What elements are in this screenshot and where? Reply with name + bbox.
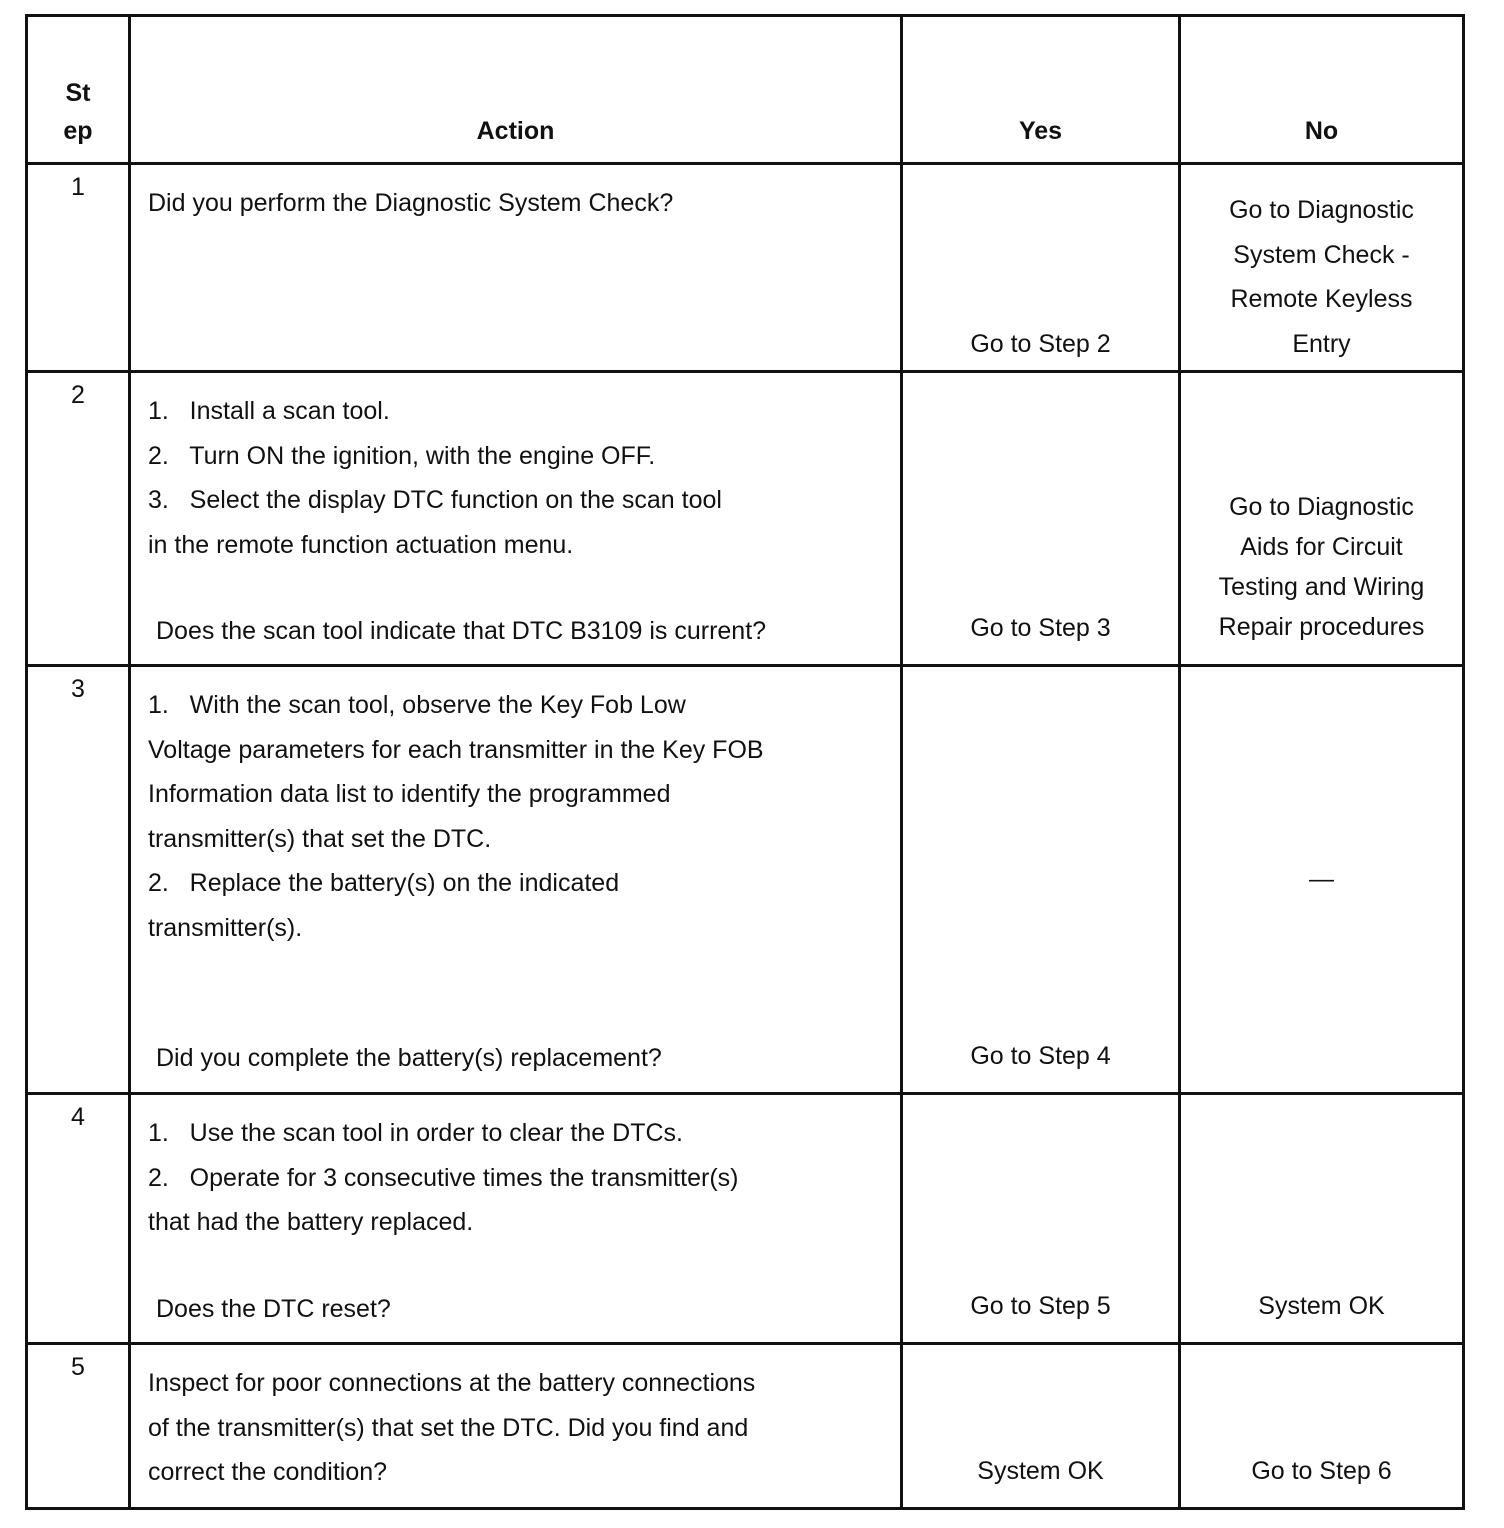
action-line: in the remote function actuation menu. <box>148 530 574 559</box>
table-row <box>27 1344 1464 1509</box>
yes-cell: Go to Step 2 <box>902 164 1180 372</box>
action-line: Inspect for poor connections at the battery connections <box>148 1369 756 1397</box>
header-action: Action <box>130 16 902 164</box>
action-cell <box>130 164 902 372</box>
action-line: Voltage parameters for each transmitter in the Key FOB <box>148 735 764 764</box>
table-row <box>27 666 1464 1094</box>
action-line: 1. With the scan tool, observe the Key Fob Low <box>148 691 686 719</box>
action-cell <box>130 1094 902 1344</box>
action-line: correct the condition? <box>148 1458 388 1486</box>
action-line: 1. Install a scan tool. <box>148 397 390 425</box>
action-question: Does the scan tool indicate that DTC B3109 is current? <box>156 617 767 645</box>
step-number: 4 <box>27 1094 130 1344</box>
no-cell: Go to Diagnostic System Check - Remote Keyless Entry <box>1180 164 1464 372</box>
action-line: transmitter(s). <box>148 913 303 942</box>
yes-cell: System OK <box>902 1344 1180 1509</box>
action-line: that had the battery replaced. <box>148 1208 474 1236</box>
table-row <box>27 372 1464 666</box>
no-cell: System OK <box>1180 1094 1464 1344</box>
action-line: 1. Use the scan tool in order to clear the DTCs. <box>148 1119 683 1147</box>
action-cell <box>130 372 902 666</box>
action-cell <box>130 1344 902 1509</box>
step-number: 5 <box>27 1344 130 1509</box>
header-step: St ep <box>27 16 130 164</box>
no-cell: — <box>1180 666 1464 1094</box>
action-line: Did you perform the Diagnostic System Check? <box>148 189 674 217</box>
table-row <box>27 1094 1464 1344</box>
no-cell: Go to Step 6 <box>1180 1344 1464 1509</box>
step-number: 1 <box>27 164 130 372</box>
diagnostic-table <box>25 14 1465 1510</box>
action-question: Does the DTC reset? <box>156 1294 391 1323</box>
yes-cell: Go to Step 3 <box>902 372 1180 666</box>
action-line: 2. Replace the battery(s) on the indicated <box>148 869 620 897</box>
step-number: 2 <box>27 372 130 666</box>
action-line: 3. Select the display DTC function on the scan tool <box>148 486 722 514</box>
step-number: 3 <box>27 666 130 1094</box>
action-line: 2. Turn ON the ignition, with the engine OFF. <box>148 441 656 470</box>
action-question: Did you complete the battery(s) replacement? <box>156 1044 662 1072</box>
table-header-row <box>27 16 1464 164</box>
header-yes: Yes <box>902 16 1180 164</box>
table-row <box>27 164 1464 372</box>
yes-cell: Go to Step 4 <box>902 666 1180 1094</box>
action-line: of the transmitter(s) that set the DTC. Did you find and <box>148 1413 749 1442</box>
action-line: Information data list to identify the programmed <box>148 780 671 808</box>
action-cell <box>130 666 902 1094</box>
header-no: No <box>1180 16 1464 164</box>
action-line: 2. Operate for 3 consecutive times the transmitter(s) <box>148 1163 739 1192</box>
no-cell: Go to Diagnostic Aids for Circuit Testing and Wiring Repair procedures <box>1180 372 1464 666</box>
yes-cell: Go to Step 5 <box>902 1094 1180 1344</box>
action-line: transmitter(s) that set the DTC. <box>148 824 492 853</box>
